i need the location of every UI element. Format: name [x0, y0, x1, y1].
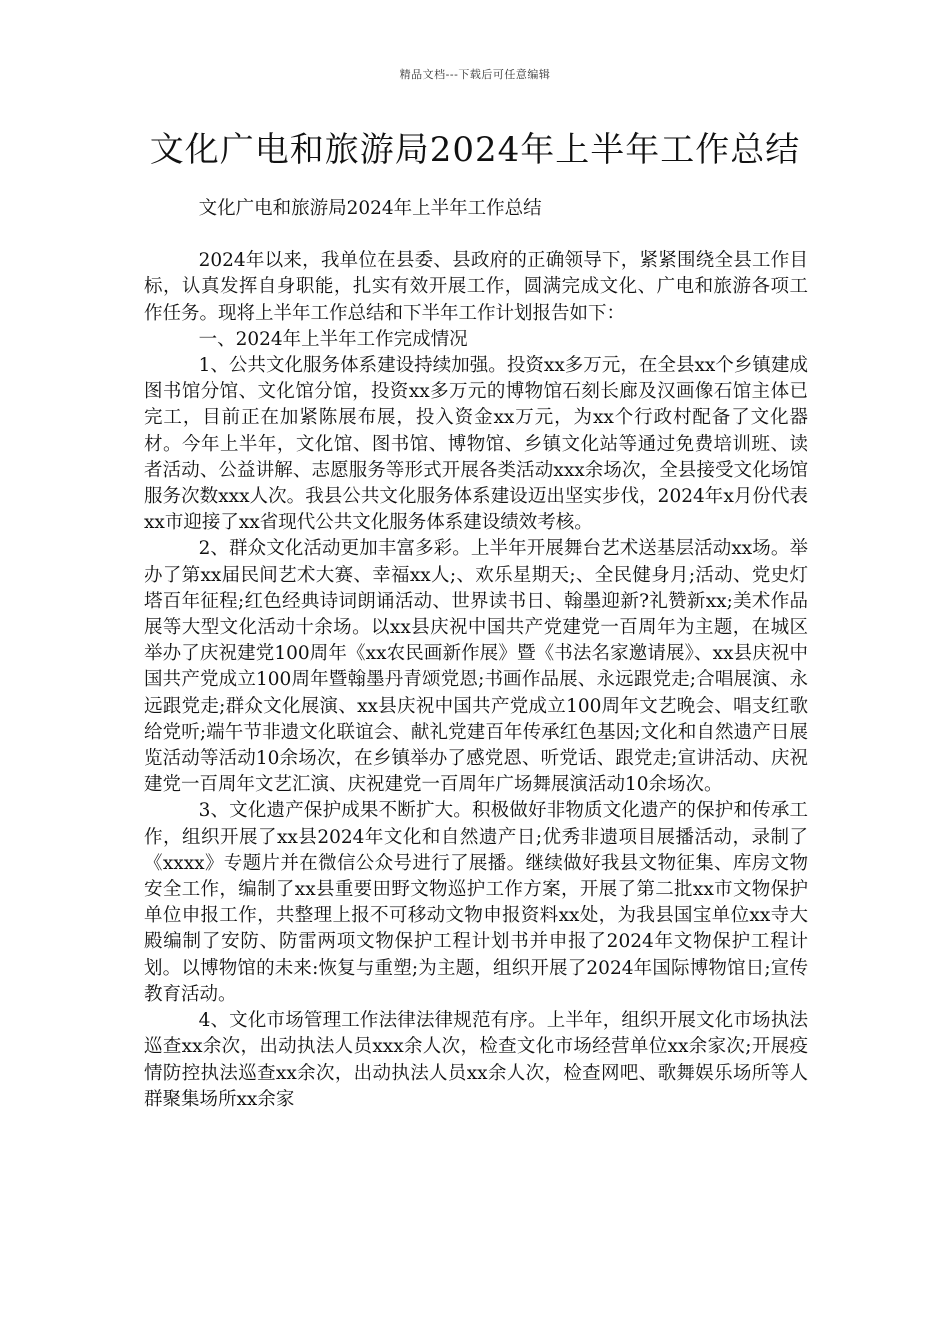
body-paragraph: 3、文化遗产保护成果不断扩大。积极做好非物质文化遗产的保护和传承工作，组织开展了xx县2024年文化和自然遗产日;优秀非遗项目展播活动，录制了《xxxx》专题片并在微信公众号进行了展播。继续做好我县文物征集、库房文物安全工作，编制了xx县重要田野文物巡护工作方案，开展了第二批xx市文物保护单位申报工作，共整理上报不可移动文物申报资料xx处，为我县国宝单位xx寺大殿编制了安防、防雷两项文物保护工程计划书并申报了2024年文物保护工程计划。以博物馆的未来:恢复与重塑;为主题，组织开展了2024年国际博物馆日;宣传教育活动。	[144, 800, 808, 1005]
document-title: 文化广电和旅游局2024年上半年工作总结	[149, 130, 801, 170]
document-subtitle: 文化广电和旅游局2024年上半年工作总结	[198, 198, 542, 219]
section-heading: 一、2024年上半年工作完成情况	[198, 328, 468, 350]
header-note: 精品文档---下载后可任意编辑	[399, 68, 551, 81]
body-paragraph: 1、公共文化服务体系建设持续加强。投资xx多万元，在全县xx个乡镇建成图书馆分馆、文化馆分馆，投资xx多万元的博物馆石刻长廊及汉画像石馆主体已完工，目前正在加紧陈展布展，投入资金xx万元，为xx个行政村配备了文化器材。今年上半年，文化馆、图书馆、博物馆、乡镇文化站等通过免费培训班、读者活动、公益讲解、志愿服务等形式开展各类活动xxx余场次，全县接受文化场馆服务次数xxx人次。我县公共文化服务体系建设迈出坚实步伐，2024年x月份代表xx市迎接了xx省现代公共文化服务体系建设绩效考核。	[144, 355, 808, 534]
body-paragraph: 4、文化市场管理工作法律法律规范有序。上半年，组织开展文化市场执法巡查xx余次，出动执法人员xxx余人次，检查文化市场经营单位xx余家次;开展疫情防控执法巡查xx余次，出动执法人员xx余人次，检查网吧、歌舞娱乐场所等人群聚集场所xx余家	[144, 1010, 808, 1110]
body-paragraph: 2、群众文化活动更加丰富多彩。上半年开展舞台艺术送基层活动xx场。举办了第xx届民间艺术大赛、幸福xx人;、欢乐星期天;、全民健身月;活动、党史灯塔百年征程;红色经典诗词朗诵活动、世界读书日、翰墨迎新?礼赞新xx;美术作品展等大型文化活动十余场。以xx县庆祝中国共产党建党一百周年为主题，在城区举办了庆祝建党100周年《xx农民画新作展》暨《书法名家邀请展》、xx县庆祝中国共产党成立100周年暨翰墨丹青颂党恩;书画作品展、永远跟党走;合唱展演、永远跟党走;群众文化展演、xx县庆祝中国共产党成立100周年文艺晚会、唱支红歌给党听;端午节非遗文化联谊会、献礼党建百年传承红色基因;文化和自然遗产日展览活动等活动10余场次，在乡镇举办了感党恩、听党话、跟党走;宣讲活动、庆祝建党一百周年文艺汇演、庆祝建党一百周年广场舞展演活动10余场次。	[144, 538, 808, 796]
document-body	[144, 194, 808, 1113]
intro-paragraph: 2024年以来，我单位在县委、县政府的正确领导下，紧紧围绕全县工作目标，认真发挥自身职能，扎实有效开展工作，圆满完成文化、广电和旅游各项工作任务。现将上半年工作总结和下半年工作计划报告如下：	[144, 250, 808, 324]
